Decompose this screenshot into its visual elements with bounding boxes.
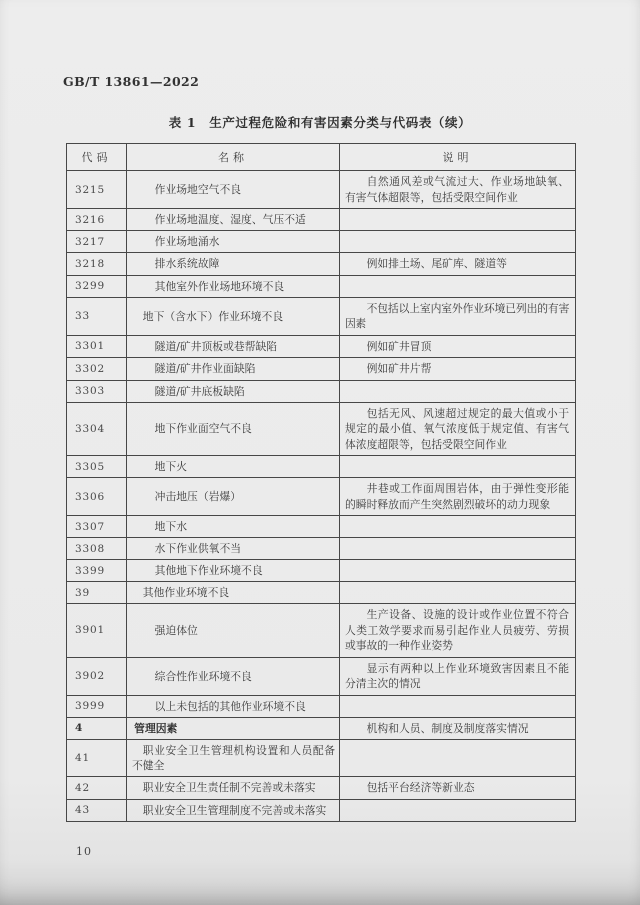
- name-cell: [127, 275, 340, 297]
- name-text: 职业安全卫生责任制不完善或未落实: [142, 781, 316, 795]
- name-text: 综合性作业环境不良: [154, 669, 252, 683]
- desc-text: 自然通风差或气流过大、作业场地缺氧、有害气体超限等，包括受限空间作业: [345, 175, 569, 204]
- code-cell: 3308: [67, 538, 127, 560]
- name-text: 作业场地涌水: [154, 235, 220, 248]
- name-cell: [127, 582, 340, 604]
- table-row: [67, 604, 576, 658]
- desc-cell: [340, 478, 576, 516]
- table-row: [67, 657, 576, 695]
- name-cell: [127, 171, 340, 209]
- header-name: 名称: [127, 144, 340, 171]
- desc-cell: [340, 777, 576, 800]
- name-cell: [127, 402, 340, 456]
- name-text: 以上未包括的其他作业环境不良: [154, 699, 306, 713]
- name-text: 强迫体位: [154, 623, 198, 637]
- classification-table: [66, 143, 576, 822]
- code-cell: 33: [67, 297, 127, 335]
- code-cell: 3307: [67, 516, 127, 538]
- name-cell: [127, 358, 340, 381]
- name-cell: [127, 695, 340, 717]
- table-row: [67, 171, 576, 209]
- name-text: 地下火: [154, 460, 188, 473]
- name-text: 管理因素: [134, 721, 178, 735]
- desc-text: 显示有两种以上作业环境致害因素且不能分清主次的情况: [345, 661, 569, 690]
- header-code: 代码: [67, 144, 127, 171]
- desc-text: 机构和人员、制度及制度落实情况: [366, 721, 529, 735]
- name-text: 地下（含水下）作业环境不良: [142, 309, 284, 323]
- code-cell: 43: [67, 799, 127, 821]
- desc-cell: [340, 402, 576, 456]
- code-cell: 3306: [67, 478, 127, 516]
- code-cell: 3218: [67, 253, 127, 276]
- desc-cell: [340, 231, 576, 253]
- name-cell: [127, 717, 340, 740]
- name-text: 地下作业面空气不良: [154, 422, 252, 436]
- table-title: 表 1 生产过程危险和有害因素分类与代码表（续）: [168, 115, 472, 130]
- name-cell: [127, 799, 340, 821]
- name-cell: [127, 456, 340, 478]
- code-cell: 3901: [67, 604, 127, 658]
- desc-cell: [340, 297, 576, 335]
- table-row: [67, 516, 576, 538]
- table-row: [67, 209, 576, 231]
- name-text: 冲击地压（岩爆）: [154, 490, 242, 503]
- desc-cell: [340, 171, 576, 209]
- code-cell: 3303: [67, 380, 127, 402]
- code-cell: 39: [67, 582, 127, 604]
- name-cell: [127, 740, 340, 777]
- code-cell: 4: [67, 717, 127, 740]
- name-cell: [127, 297, 340, 335]
- name-cell: [127, 478, 340, 516]
- name-cell: [127, 538, 340, 560]
- desc-cell: [340, 695, 576, 717]
- name-cell: [127, 657, 340, 695]
- name-cell: [127, 231, 340, 253]
- desc-cell: [340, 717, 576, 740]
- desc-text: 例如矿井冒顶: [366, 339, 432, 353]
- name-cell: [127, 560, 340, 582]
- name-text: 职业安全卫生管理机构设置和人员配备不健全: [132, 744, 335, 772]
- code-cell: 3217: [67, 231, 127, 253]
- table-row: [67, 275, 576, 297]
- name-text: 隧道/矿井顶板或巷帮缺陷: [154, 339, 278, 353]
- desc-text: 例如矿井片帮: [366, 362, 432, 375]
- code-cell: 3399: [67, 560, 127, 582]
- desc-text: 例如排土场、尾矿库、隧道等: [366, 257, 507, 270]
- name-text: 作业场地温度、湿度、气压不适: [154, 213, 306, 226]
- header-desc: 说明: [340, 144, 576, 171]
- name-text: 其他地下作业环境不良: [154, 564, 263, 577]
- table-row: [67, 799, 576, 821]
- code-cell: 41: [67, 740, 127, 777]
- name-cell: [127, 380, 340, 402]
- table-row: [67, 582, 576, 604]
- desc-cell: [340, 275, 576, 297]
- desc-cell: [340, 380, 576, 402]
- table-row: [67, 335, 576, 358]
- code-cell: 3301: [67, 335, 127, 358]
- desc-cell: [340, 358, 576, 381]
- name-text: 排水系统故障: [154, 257, 220, 271]
- code-cell: 42: [67, 777, 127, 800]
- desc-text: 包括无风、风速超过规定的最大值或小于规定的最小值、氧气浓度低于规定值、有害气体浓度超限等，包括受限空间作业: [345, 406, 569, 451]
- table-row: [67, 402, 576, 456]
- name-cell: [127, 604, 340, 658]
- name-text: 职业安全卫生管理制度不完善或未落实: [142, 803, 327, 817]
- desc-cell: [340, 582, 576, 604]
- name-text: 隧道/矿井底板缺陷: [154, 384, 245, 398]
- table-row: [67, 297, 576, 335]
- code-cell: 3215: [67, 171, 127, 209]
- name-cell: [127, 335, 340, 358]
- desc-text: 生产设备、设施的设计或作业位置不符合人类工效学要求而易引起作业人员疲劳、劳损或事故的一种作业姿势: [345, 608, 569, 652]
- name-text: 其他作业环境不良: [142, 586, 230, 599]
- code-cell: 3305: [67, 456, 127, 478]
- desc-text: 井巷或工作面周围岩体，由于弹性变形能的瞬时释放而产生突然剧烈破坏的动力现象: [345, 482, 569, 511]
- desc-cell: [340, 799, 576, 821]
- table-row: [67, 478, 576, 516]
- desc-cell: [340, 657, 576, 695]
- code-cell: 3304: [67, 402, 127, 456]
- table-row: [67, 231, 576, 253]
- header-row: [67, 144, 576, 171]
- desc-cell: [340, 560, 576, 582]
- page-number: 10: [76, 845, 92, 858]
- table-row: [67, 380, 576, 402]
- table-row: [67, 777, 576, 800]
- name-text: 作业场地空气不良: [154, 183, 242, 196]
- table-row: [67, 358, 576, 381]
- desc-cell: [340, 740, 576, 777]
- desc-text: 不包括以上室内室外作业环境已列出的有害因素: [345, 301, 569, 330]
- code-cell: 3299: [67, 275, 127, 297]
- desc-cell: [340, 335, 576, 358]
- code-cell: 3999: [67, 695, 127, 717]
- name-cell: [127, 253, 340, 276]
- desc-cell: [340, 604, 576, 658]
- standard-code: GB/T 13861—2022: [63, 74, 200, 89]
- code-cell: 3902: [67, 657, 127, 695]
- table-row: [67, 695, 576, 717]
- name-cell: [127, 777, 340, 800]
- desc-text: 包括平台经济等新业态: [366, 781, 475, 794]
- desc-cell: [340, 538, 576, 560]
- name-text: 其他室外作业场地环境不良: [154, 279, 285, 293]
- table-row: [67, 717, 576, 740]
- table-row: [67, 740, 576, 777]
- name-text: 水下作业供氧不当: [154, 542, 242, 555]
- table-row: [67, 560, 576, 582]
- desc-cell: [340, 456, 576, 478]
- desc-cell: [340, 516, 576, 538]
- name-text: 地下水: [154, 520, 188, 533]
- table-row: [67, 456, 576, 478]
- name-cell: [127, 516, 340, 538]
- table-row: [67, 253, 576, 276]
- table-row: [67, 538, 576, 560]
- name-text: 隧道/矿井作业面缺陷: [154, 362, 256, 376]
- code-cell: 3216: [67, 209, 127, 231]
- name-cell: [127, 209, 340, 231]
- code-cell: 3302: [67, 358, 127, 381]
- desc-cell: [340, 253, 576, 276]
- desc-cell: [340, 209, 576, 231]
